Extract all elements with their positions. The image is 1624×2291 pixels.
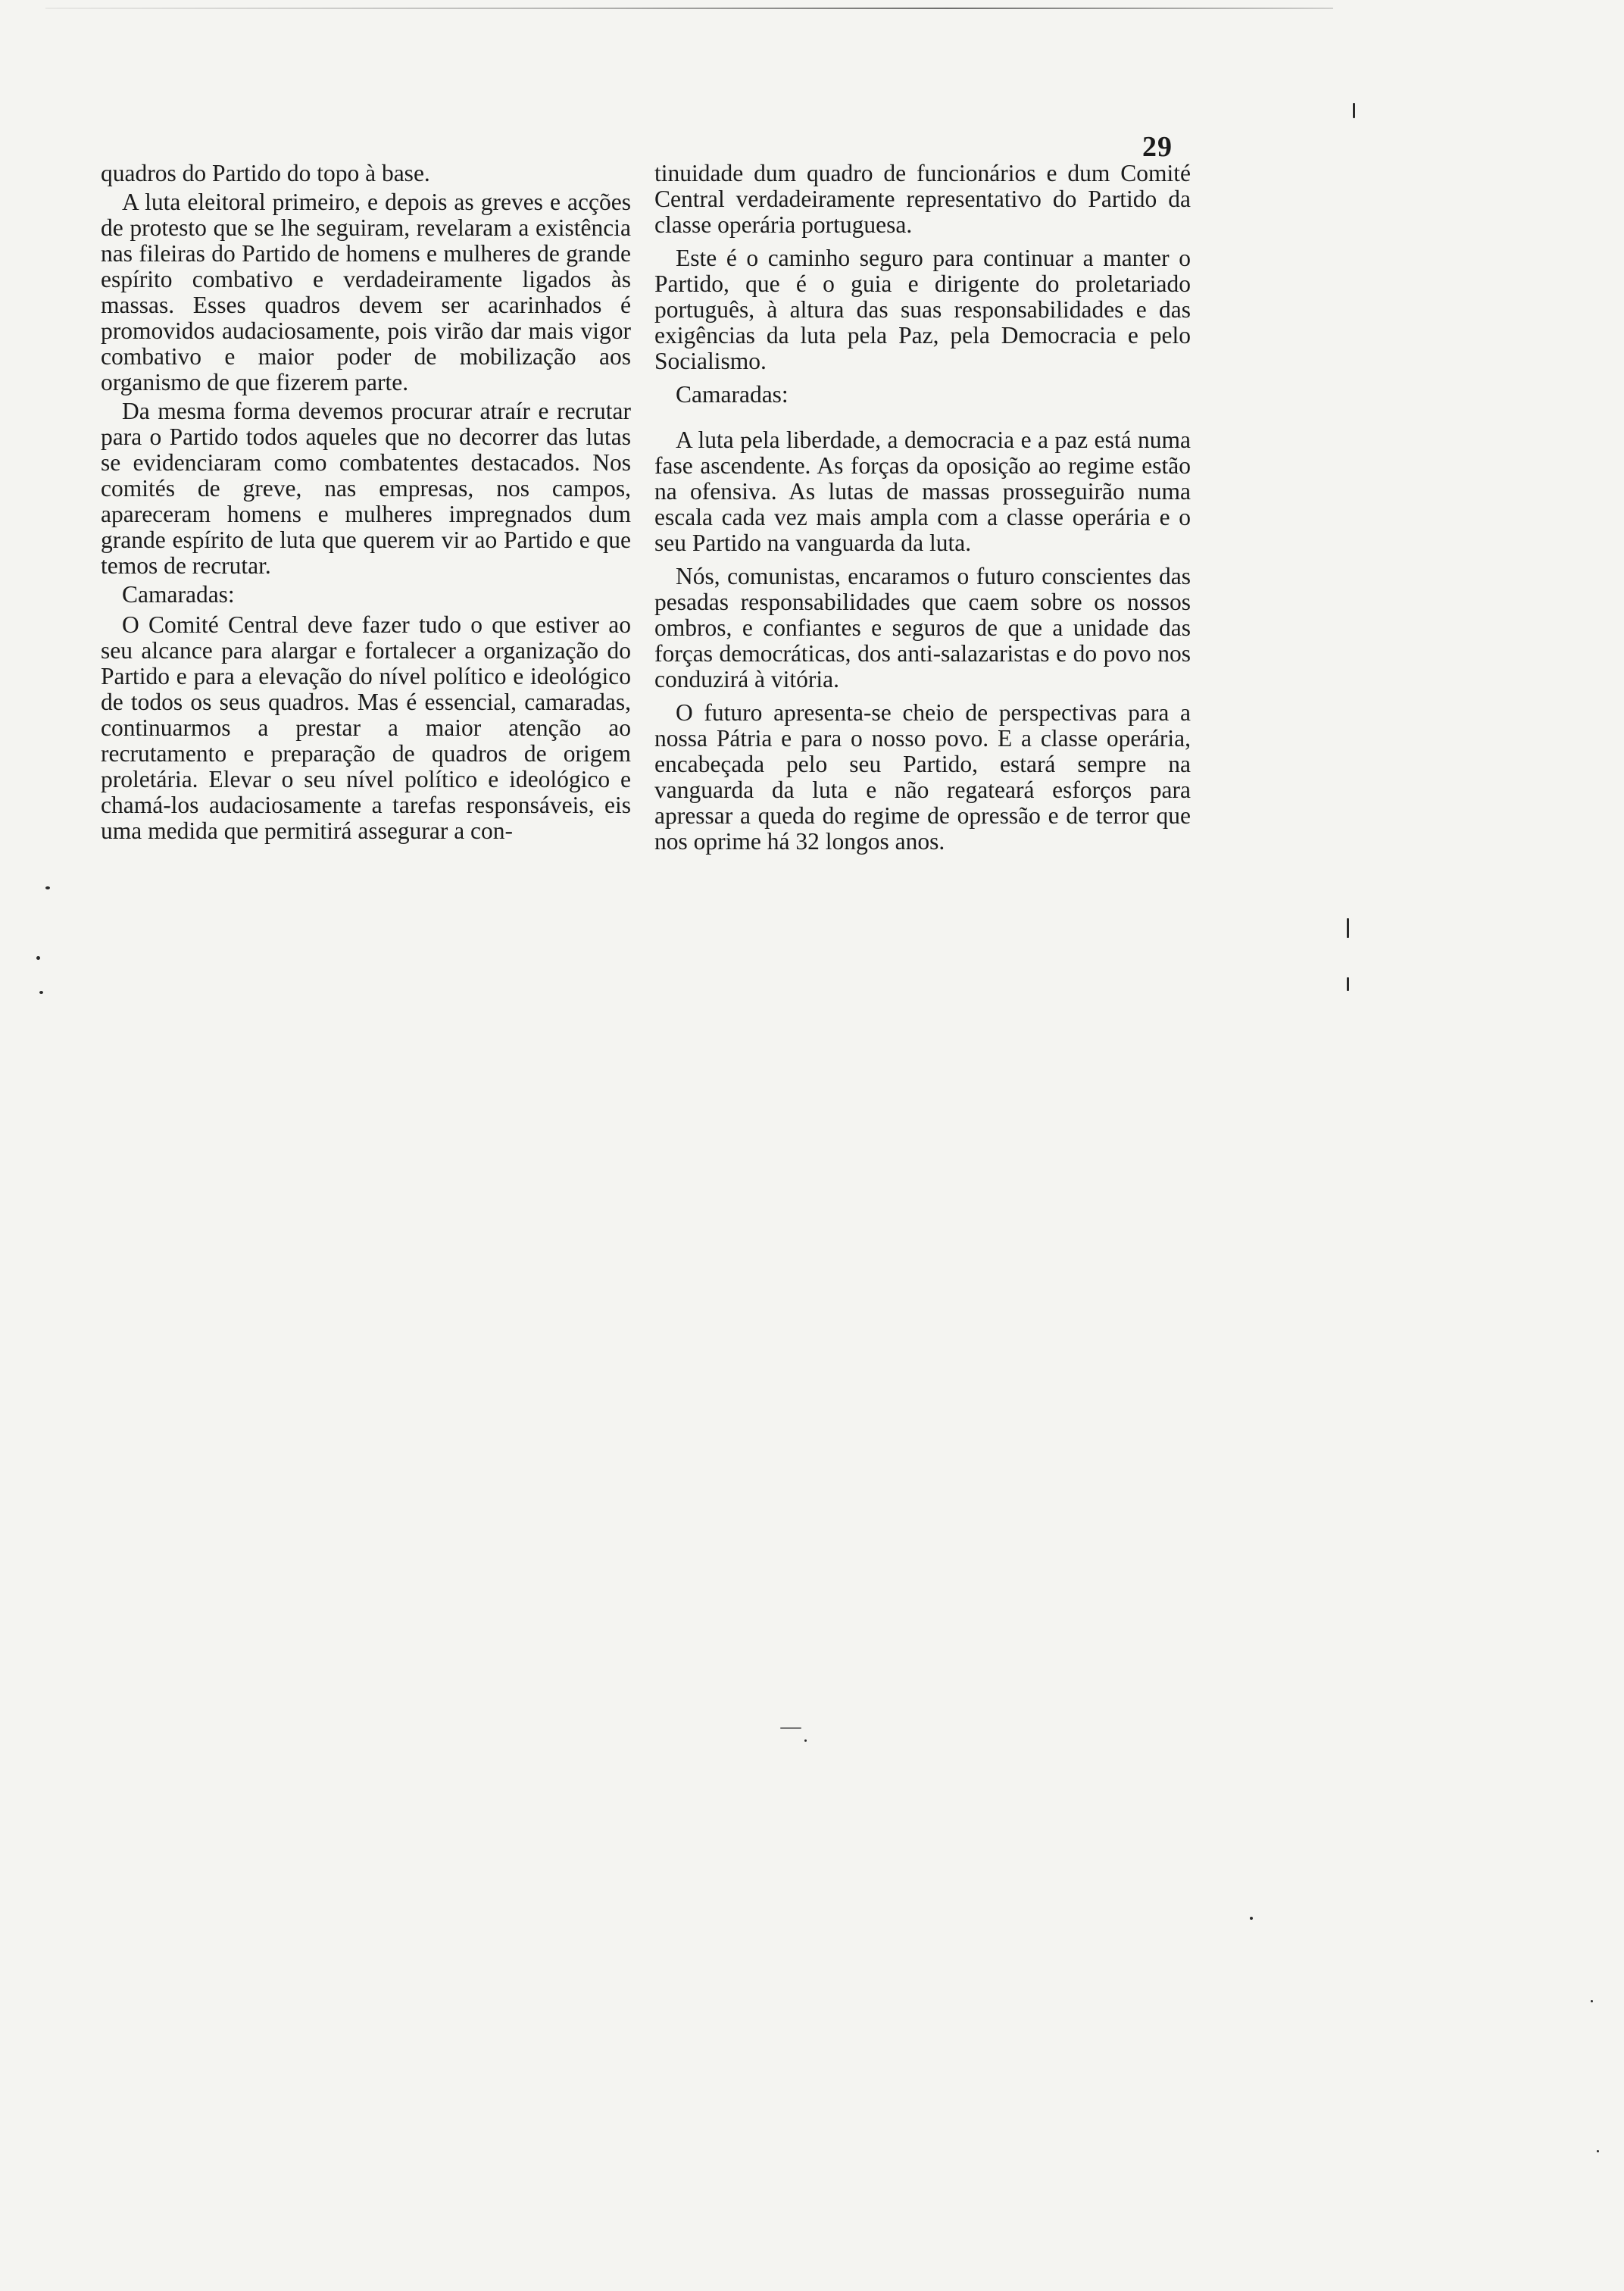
scan-speck <box>780 1727 801 1729</box>
paragraph-continuation: quadros do Partido do topo à base. <box>101 160 430 186</box>
scan-speck <box>1347 918 1349 938</box>
paragraph: O futuro apresenta-se cheio de perspectivas para a nossa Pátria e para o nosso povo. E a classe operária, encabeçada pelo seu Partido, estará sempre na vanguarda da luta e não regateará esforços para apressar a queda do regime de opressão e de terror que nos oprime há 32 longos anos. <box>654 699 1191 855</box>
paragraph-continuation: tinuidade dum quadro de funcionários e dum Comité Central verdadeiramente representativo do Partido da classe operária portuguesa. <box>654 160 1191 238</box>
salutation-heading: Camaradas: <box>676 381 789 408</box>
scan-speck <box>39 991 43 994</box>
scan-edge-line <box>45 8 1333 9</box>
scan-speck <box>804 1739 807 1742</box>
right-column <box>654 161 1191 862</box>
paragraph: A luta pela liberdade, a democracia e a paz está numa fase ascendente. As forças da oposição ao regime estão na ofensiva. As lutas de massas prosseguirão numa escala cada vez mais ampla com a classe operária e o seu Partido na vanguarda da luta. <box>654 427 1191 556</box>
paragraph: Nós, comunistas, encaramos o futuro conscientes das pesadas responsabilidades que caem sobre os nossos ombros, e confiantes e seguros de que a unidade das forças democráticas, dos anti-salazaristas e do povo nos conduzirá à vitória. <box>654 563 1191 692</box>
paragraph: A luta eleitoral primeiro, e depois as greves e acções de protesto que se lhe seguiram, revelaram a existência nas fileiras do Partido de homens e mulheres de grande espírito combativo e verdadeiramente ligados às massas. Esses quadros devem ser acarinhados é promovidos audaciosamente, pois virão dar mais vigor combativo e maior poder de mobilização aos organismo de que fizerem parte. <box>101 189 631 395</box>
left-column <box>101 161 631 847</box>
scan-speck <box>1597 2150 1599 2152</box>
scan-speck <box>1353 103 1355 118</box>
page-number: 29 <box>1142 131 1173 163</box>
salutation-heading: Camaradas: <box>122 581 235 608</box>
scan-speck <box>1250 1917 1253 1920</box>
scan-speck <box>1347 977 1349 991</box>
scan-speck <box>45 886 50 889</box>
paragraph: O Comité Central deve fazer tudo o que estiver ao seu alcance para alargar e fortalecer a organização do Partido e para a elevação do nível político e ideológico de todos os seus quadros. Mas é essencial, camaradas, continuarmos a prestar a maior atenção ao recrutamento e preparação de quadros de origem proletária. Elevar o seu nível político e ideológico e chamá-los audaciosamente a tarefas responsáveis, eis uma medida que permitirá assegurar a con- <box>101 611 631 844</box>
scan-speck <box>36 956 40 960</box>
paragraph: Este é o caminho seguro para continuar a manter o Partido, que é o guia e dirigente do proletariado português, à altura das suas responsabilidades e das exigências da luta pela Paz, pela Democracia e pelo Socialismo. <box>654 245 1191 374</box>
paragraph: Da mesma forma devemos procurar atraír e recrutar para o Partido todos aqueles que no decorrer das lutas se evidenciaram como combatentes destacados. Nos comités de greve, nas empresas, nos campos, apareceram homens e mulheres impregnados dum grande espírito de luta que querem vir ao Partido e que temos de recrutar. <box>101 398 631 579</box>
scan-speck <box>1591 2000 1593 2002</box>
